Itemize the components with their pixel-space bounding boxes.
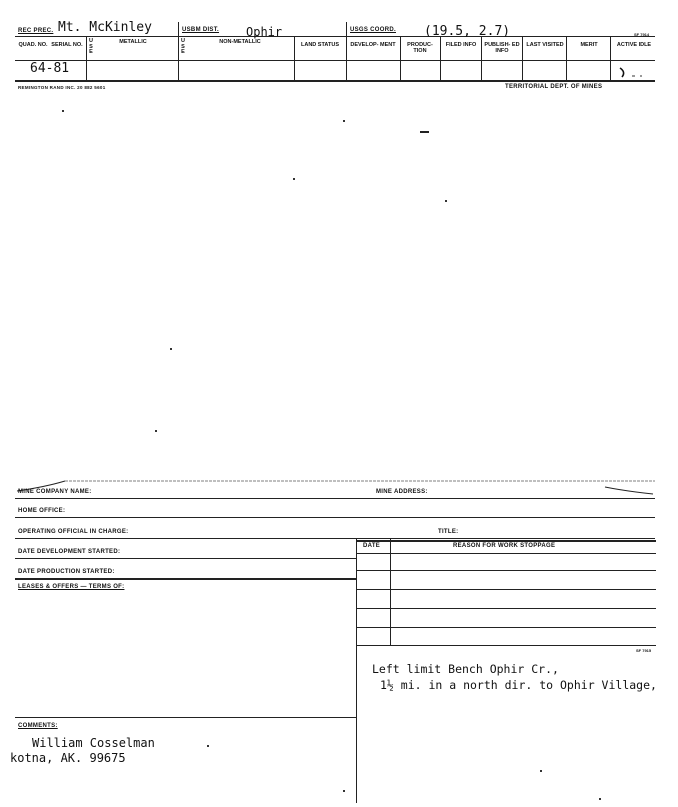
divider (400, 36, 401, 80)
speck (155, 430, 157, 432)
col-published-info: PUBLISH- ED INFO (484, 42, 520, 54)
rule (356, 627, 656, 628)
comments-line-1: William Cosselman (32, 736, 155, 750)
department-label: TERRITORIAL DEPT. OF MINES (505, 84, 603, 90)
form-number-top: SF 7914 (634, 32, 650, 37)
speck (62, 110, 64, 112)
divider (390, 538, 391, 645)
col-merit: MERIT (580, 42, 598, 48)
rule (356, 553, 656, 554)
mine-company-name-label: MINE COMPANY NAME: (18, 489, 92, 495)
pen-mark (612, 64, 656, 84)
col-development: DEVELOP- MENT (350, 42, 396, 48)
column-header-rule (15, 60, 655, 61)
reason-col-label: REASON FOR WORK STOPPAGE (453, 543, 556, 549)
col-serial-no: SERIAL NO. (51, 42, 83, 48)
form-number-bottom: SF 7915 (636, 648, 652, 653)
rec-prec-value: Mt. McKinley (58, 20, 152, 35)
col-production: PRODUC- TION (407, 42, 433, 54)
usbm-dist-label: USBM DIST. (182, 27, 220, 33)
rule (15, 558, 356, 559)
home-office-label: HOME OFFICE: (18, 508, 66, 514)
rule (15, 578, 356, 580)
operating-official-label: OPERATING OFFICIAL IN CHARGE: (18, 529, 129, 535)
col-last-visited: LAST VISITED (526, 42, 564, 48)
leases-label: LEASES & OFFERS — TERMS OF: (18, 584, 125, 590)
speck (170, 348, 172, 350)
mine-address-label: MINE ADDRESS: (376, 489, 428, 495)
speck (420, 131, 429, 133)
divider (346, 36, 347, 80)
comments-label: COMMENTS: (18, 723, 58, 729)
quad-serial-value: 64-81 (30, 61, 70, 76)
col-land-status: LAND STATUS (301, 42, 339, 48)
data-row-rule (15, 80, 655, 82)
usgs-coord-label: USGS COORD. (350, 27, 396, 33)
speck (540, 770, 542, 772)
speck (343, 120, 345, 122)
location-line-2: 1½ mi. in a north dir. to Ophir Village, (380, 678, 657, 692)
divider (610, 36, 611, 80)
comments-line-2: kotna, AK. 99675 (10, 751, 126, 765)
rule (356, 608, 656, 609)
divider (178, 36, 179, 80)
location-line-1: Left limit Bench Ophir Cr., (372, 662, 559, 676)
divider (86, 36, 87, 80)
rule (15, 517, 655, 518)
rule (15, 717, 356, 718)
divider (294, 36, 295, 80)
col-active-idle: ACTIVE IDLE (616, 42, 652, 48)
col-use-1: U S E (89, 38, 93, 55)
speck (207, 745, 209, 747)
usgs-coord-value: (19.5, 2.7) (424, 24, 511, 39)
rule (356, 589, 656, 590)
usbm-dist-value: Ophir (246, 25, 283, 39)
col-quad-no: QUAD. NO. (18, 42, 48, 48)
card-edge (15, 477, 656, 497)
divider (440, 36, 441, 80)
header-rule (15, 36, 655, 37)
printer-line: REMINGTON RAND INC. 20 882 5601 (18, 85, 106, 90)
rec-prec-label: REC PREC. (18, 28, 54, 34)
speck (293, 178, 295, 180)
col-non-metallic: NON-METALLIC (219, 39, 261, 45)
rule (356, 540, 656, 542)
rule (15, 538, 655, 539)
date-production-label: DATE PRODUCTION STARTED: (18, 569, 115, 575)
speck (343, 790, 345, 792)
divider (356, 538, 357, 803)
rule (356, 645, 656, 646)
divider (346, 22, 347, 36)
divider (481, 36, 482, 80)
divider (522, 36, 523, 80)
date-development-label: DATE DEVELOPMENT STARTED: (18, 549, 121, 555)
col-metallic: METALLIC (119, 39, 147, 45)
speck (599, 798, 601, 800)
rule (15, 498, 655, 499)
rule (356, 570, 656, 571)
col-filed-info: FILED INFO (445, 42, 477, 48)
col-use-2: U S E (181, 38, 185, 55)
title-label: TITLE: (438, 529, 459, 535)
date-col-label: DATE (363, 543, 381, 549)
divider (178, 22, 179, 36)
speck (445, 200, 447, 202)
divider (566, 36, 567, 80)
